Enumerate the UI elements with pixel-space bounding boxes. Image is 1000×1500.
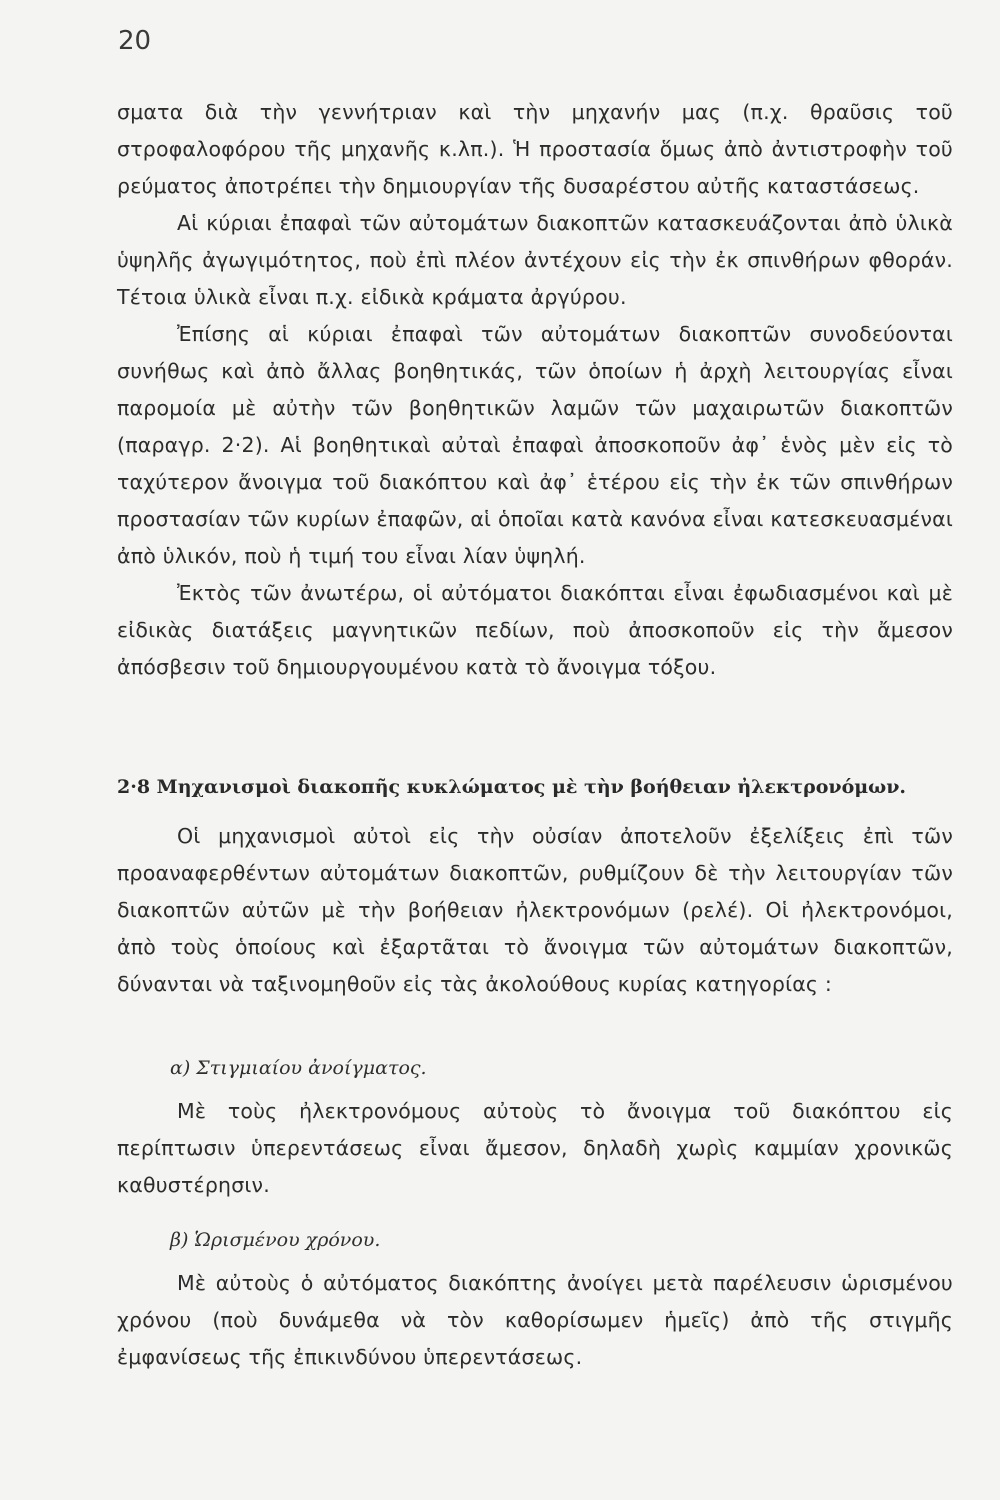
section-heading: 2·8 Μηχανισμοὶ διακοπῆς κυκλώματος μὲ τὴν βοήθειαν ἠλεκτρονόμων. [117, 776, 907, 798]
item-b-heading: β) Ὡρισμένου χρόνου. [170, 1229, 381, 1251]
paragraph-continuation: σματα διὰ τὴν γεννήτριαν καὶ τὴν μηχανήν μας (π.χ. θραῦσις τοῦ στροφαλοφόρου τῆς μηχανῆς κ.λπ.). Ἡ προστασία ὅμως ἀπὸ ἀντιστροφὴν τοῦ ρεύματος ἀποτρέπει τὴν δημιουργίαν τῆς δυσαρέστου αὐτῆς καταστάσεως. [117, 100, 953, 198]
item-a-heading: α) Στιγμιαίου ἀνοίγματος. [170, 1057, 427, 1079]
body-text-top [117, 94, 953, 686]
paragraph-magnetic-fields: Ἐκτὸς τῶν ἀνωτέρω, οἱ αὐτόματοι διακόπται εἶναι ἐφωδιασμένοι καὶ μὲ εἰδικὰς διατάξεις μαγνητικῶν πεδίων, ποὺ ἀποσκοποῦν εἰς τὴν ἄμεσον ἀπόσβεσιν τοῦ δημιουργουμένου κατὰ τὸ ἄνοιγμα τόξου. [117, 581, 953, 679]
item-a-body [117, 1093, 953, 1204]
paragraph-auxiliary-contacts: Ἐπίσης αἱ κύριαι ἐπαφαὶ τῶν αὐτομάτων διακοπτῶν συνοδεύονται συνήθως καὶ ἀπὸ ἄλλας βοηθητικάς, τῶν ὁποίων ἡ ἀρχὴ λειτουργίας εἶναι παρομοία μὲ αὐτὴν τῶν βοηθητικῶν λαμῶν τῶν μαχαιρωτῶν διακοπτῶν (παραγρ. 2·2). Αἱ βοηθητικαὶ αὐταὶ ἐπαφαὶ ἀποσκοποῦν ἀφ᾽ ἑνὸς μὲν εἰς τὸ ταχύτερον ἄνοιγμα τοῦ διακόπτου καὶ ἀφ᾽ ἑτέρου εἰς τὴν ἐκ τῶν σπινθήρων προστασίαν τῶν κυρίων ἐπαφῶν, αἱ ὁποῖαι κατὰ κανόνα εἶναι κατεσκευασμέναι ἀπὸ ὑλικόν, ποὺ ἡ τιμή του εἶναι λίαν ὑψηλή. [117, 322, 953, 568]
section-intro [117, 818, 953, 1003]
paragraph-instant-opening: Μὲ τοὺς ἠλεκτρονόμους αὐτοὺς τὸ ἄνοιγμα τοῦ διακόπτου εἰς περίπτωσιν ὑπερεντάσεως εἶναι ἄμεσον, δηλαδὴ χωρὶς καμμίαν χρονικῶς καθυστέρησιν. [117, 1099, 953, 1197]
page-number: 20 [118, 26, 152, 56]
item-b-body [117, 1265, 953, 1376]
paragraph-relays-intro: Οἱ μηχανισμοὶ αὐτοὶ εἰς τὴν οὐσίαν ἀποτελοῦν ἐξελίξεις ἐπὶ τῶν προαναφερθέντων αὐτομάτων διακοπτῶν, ρυθμίζουν δὲ τὴν λειτουργίαν τῶν διακοπτῶν αὐτῶν μὲ τὴν βοήθειαν ἠλεκτρονόμων (ρελέ). Οἱ ἠλεκτρονόμοι, ἀπὸ τοὺς ὁποίους καὶ ἐξαρτᾶται τὸ ἄνοιγμα τῶν αὐτομάτων διακοπτῶν, δύνανται νὰ ταξινομηθοῦν εἰς τὰς ἀκολούθους κυρίας κατηγορίας : [117, 824, 953, 996]
paragraph-definite-time: Μὲ αὐτοὺς ὁ αὐτόματος διακόπτης ἀνοίγει μετὰ παρέλευσιν ὡρισμένου χρόνου (ποὺ δυνάμεθα νὰ τὸν καθορίσωμεν ἡμεῖς) ἀπὸ τῆς στιγμῆς ἐμφανίσεως τῆς ἐπικινδύνου ὑπερεντάσεως. [117, 1271, 953, 1369]
paragraph-main-contacts: Αἱ κύριαι ἐπαφαὶ τῶν αὐτομάτων διακοπτῶν κατασκευάζονται ἀπὸ ὑλικὰ ὑψηλῆς ἀγωγιμότητος, ποὺ ἐπὶ πλέον ἀντέχουν εἰς τὴν ἐκ σπινθήρων φθοράν. Τέτοια ὑλικὰ εἶναι π.χ. εἰδικὰ κράματα ἀργύρου. [117, 211, 953, 309]
